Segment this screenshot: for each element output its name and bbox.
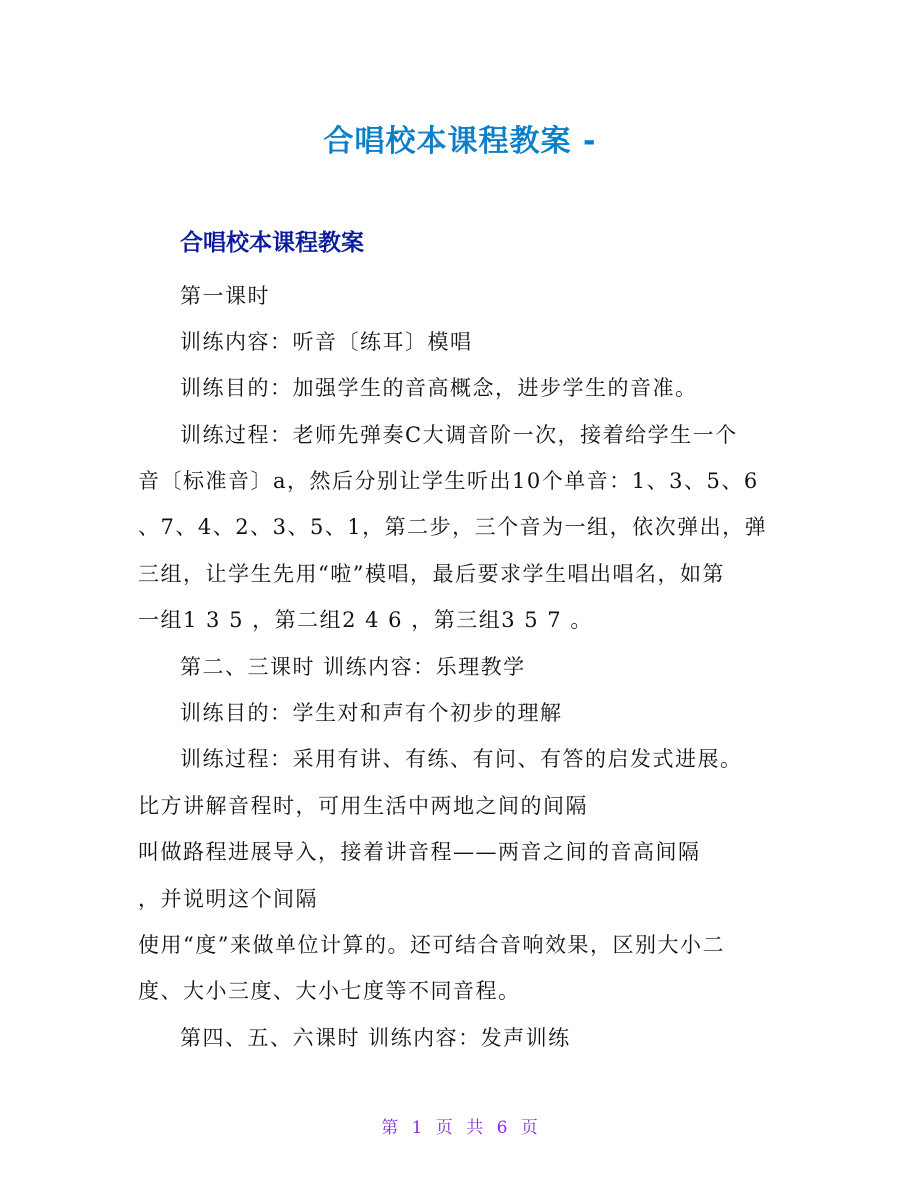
paragraph-line: 训练内容：听音〔练耳〕模唱 (180, 330, 473, 354)
paragraph-line: ，并说明这个间隔 (138, 887, 318, 911)
paragraph-line: 第一课时 (180, 284, 270, 308)
paragraph-line: 训练过程：采用有讲、有练、有问、有答的启发式进展。 (180, 747, 743, 771)
paragraph-line: 比方讲解音程时，可用生活中两地之间的间隔 (138, 794, 588, 818)
paragraph-line: 叫做路程进展导入，接着讲音程——两音之间的音高间隔 (138, 840, 701, 864)
paragraph-line: 第四、五、六课时 训练内容：发声训练 (180, 1026, 571, 1050)
paragraph-line: 第二、三课时 训练内容：乐理教学 (180, 655, 526, 679)
paragraph-line: 训练目的：学生对和声有个初步的理解 (180, 701, 563, 725)
paragraph-line: 训练过程：老师先弹奏C大调音阶一次，接着给学生一个 (180, 423, 738, 447)
document-title: 合唱校本课程教案 - (323, 124, 597, 159)
paragraph-line: 音〔标准音〕a，然后分别让学生听出10个单音：1、3、5、6 (138, 469, 759, 493)
paragraph-line: 使用“度”来做单位计算的。还可结合音响效果，区别大小二 (138, 933, 725, 957)
paragraph-line: 训练目的：加强学生的音高概念，进步学生的音准。 (180, 376, 698, 400)
paragraph-line: 一组1 3 5 ，第二组2 4 6 ，第三组3 5 7 。 (138, 608, 593, 632)
paragraph-line: 度、大小三度、大小七度等不同音程。 (138, 979, 521, 1003)
page-number: 第 1 页 共 6 页 (381, 1118, 539, 1138)
paragraph-line: 、7、4、2、3、5、1，第二步，三个音为一组，依次弹出，弹 (138, 515, 768, 539)
paragraph-line: 三组，让学生先用“啦”模唱，最后要求学生唱出唱名，如第 (138, 562, 725, 586)
section-heading: 合唱校本课程教案 (180, 230, 364, 256)
